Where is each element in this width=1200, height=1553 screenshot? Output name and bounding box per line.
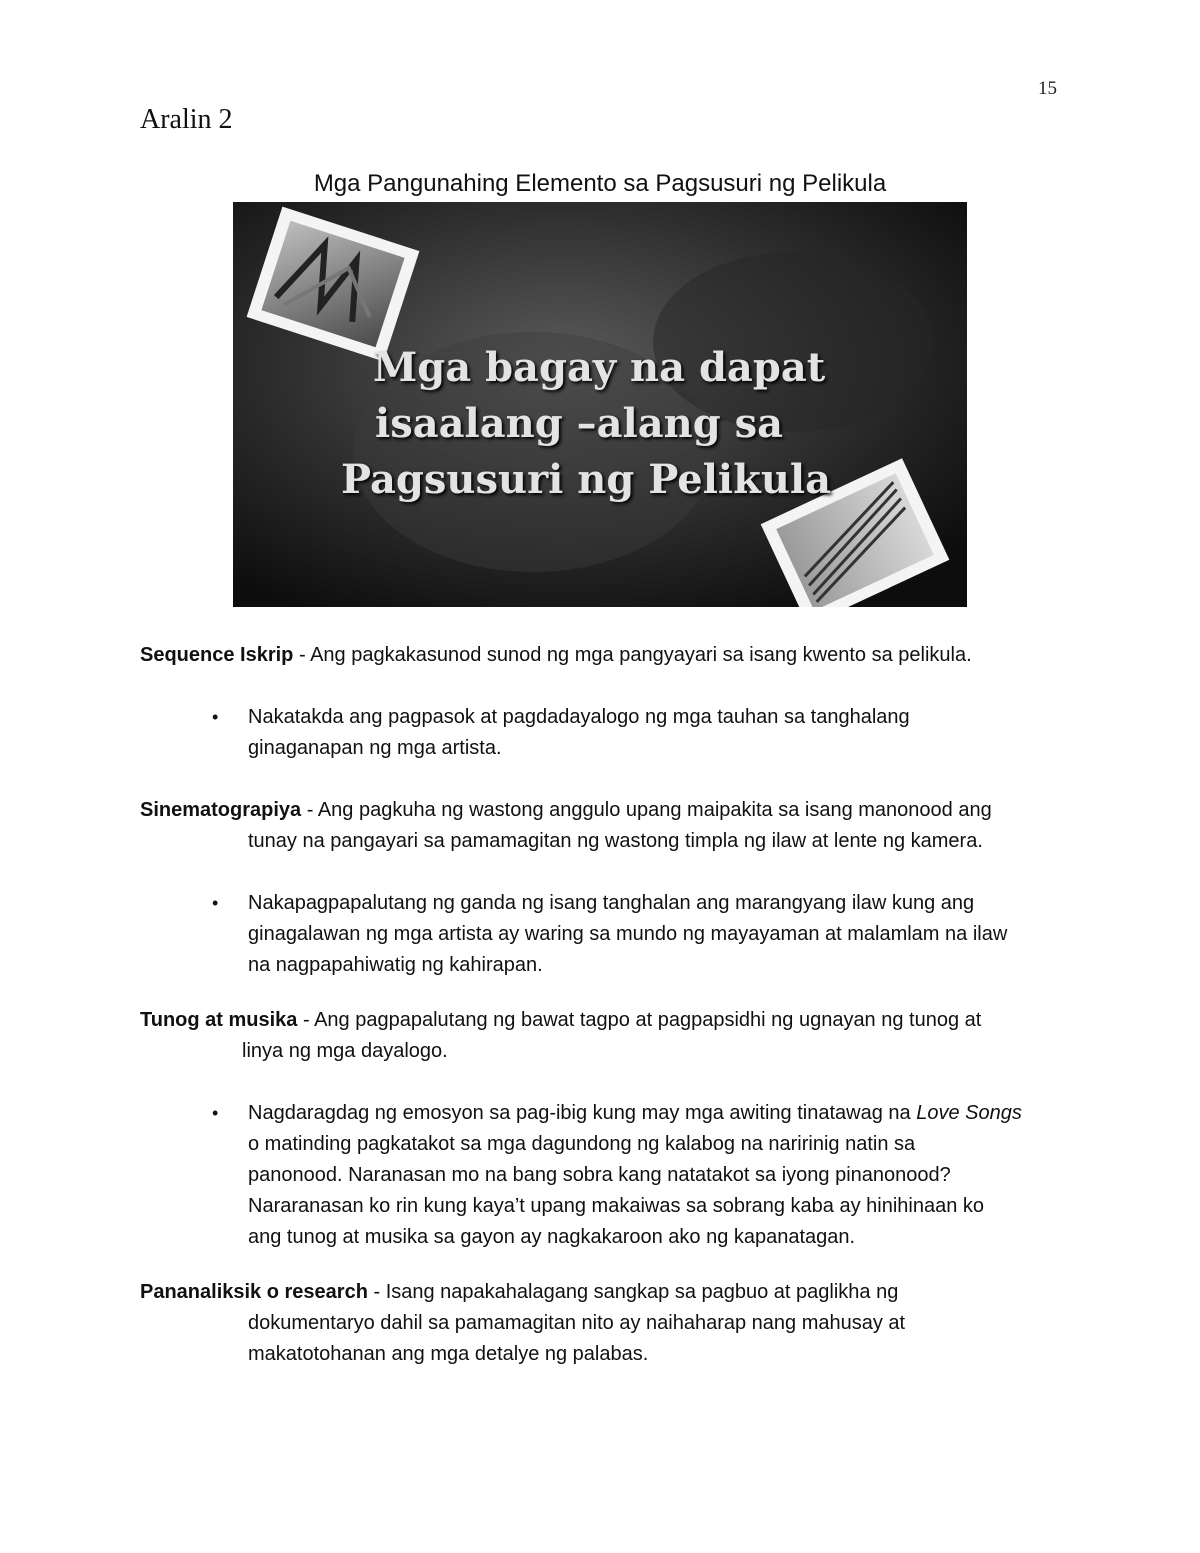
page-number: 15 (1038, 78, 1057, 99)
definition-text: - Ang pagkuha ng wastong anggulo upang maipakita sa isang manonood ang (301, 799, 992, 821)
term-sound: Tunog at musika (140, 1009, 298, 1031)
banner-text (341, 340, 961, 508)
definition-text-cont: dokumentaryo dahil sa pamamagitan nito ay naihaharap nang mahusay at (248, 1312, 906, 1334)
bullet-text: Nagdaragdag ng emosyon sa pag-ibig kung may mga awiting tinatawag na (248, 1102, 917, 1124)
bullet-text: ang tunog at musika sa gayon ay nagkakaroon ako ng kapanatagan. (248, 1226, 856, 1248)
bullet-icon: • (212, 893, 219, 913)
definition-text-cont: linya ng mga dayalogo. (242, 1040, 448, 1062)
definition-sound (140, 1005, 1070, 1067)
banner-line: Mga bagay na dapat (373, 344, 826, 391)
term-cinematography: Sinematograpiya (140, 799, 302, 821)
term-sequence: Sequence Iskrip (140, 644, 294, 666)
bullet-text: ginagalawan ng mga artista ay waring sa mundo ng mayayaman at malamlam na ilaw (248, 923, 1008, 945)
bullet-text: Nararanasan ko rin kung kaya’t upang makaiwas sa sobrang kaba ay hinihinaan ko (248, 1195, 985, 1217)
definition-text-cont: tunay na pangayari sa pamamagitan ng wastong timpla ng ilaw at lente ng kamera. (248, 830, 983, 852)
bullet-item (140, 888, 1070, 981)
definition-research (140, 1277, 1070, 1370)
term-research: Pananaliksik o research (140, 1281, 368, 1303)
definition-cinematography (140, 795, 1070, 857)
banner-image (233, 202, 967, 607)
bullet-text: Nakatakda ang pagpasok at pagdadayalogo ng mga tauhan sa tanghalang (248, 706, 910, 728)
definition-text: - Ang pagpapalutang ng bawat tagpo at pagpapsidhi ng ugnayan ng tunog at (297, 1009, 982, 1031)
bullet-icon: • (212, 707, 219, 727)
emphasis-text: Love Songs (916, 1102, 1022, 1124)
content-body (140, 640, 1070, 1370)
banner-line: Pagsusuri ng Pelikula (341, 456, 832, 503)
definition-text-cont: makatotohanan ang mga detalye ng palabas. (248, 1343, 649, 1365)
bullet-item (140, 702, 1070, 764)
bullet-text: Nakapagpapalutang ng ganda ng isang tanghalan ang marangyang ilaw kung ang (248, 892, 975, 914)
bullet-text: na nagpapahiwatig ng kahirapan. (248, 954, 543, 976)
bullet-text: panonood. Naranasan mo na bang sobra kang natatakot sa iyong pinanonood? (248, 1164, 951, 1186)
definition-text: - Ang pagkakasunod sunod ng mga pangyayari sa isang kwento sa pelikula. (293, 644, 972, 666)
bullet-icon: • (212, 1103, 219, 1123)
bullet-item (140, 1098, 1070, 1253)
bullet-text: o matinding pagkatakot sa mga dagundong ng kalabog na naririnig natin sa (248, 1133, 916, 1155)
lesson-label: Aralin 2 (140, 104, 233, 135)
banner-line: isaalang –alang sa (375, 400, 784, 447)
page-title: Mga Pangunahing Elemento sa Pagsusuri ng Pelikula (313, 170, 887, 197)
definition-text: - Isang napakahalagang sangkap sa pagbuo at paglikha ng (367, 1281, 899, 1303)
bullet-text: ginaganapan ng mga artista. (248, 737, 502, 759)
definition-sequence (140, 640, 1070, 671)
